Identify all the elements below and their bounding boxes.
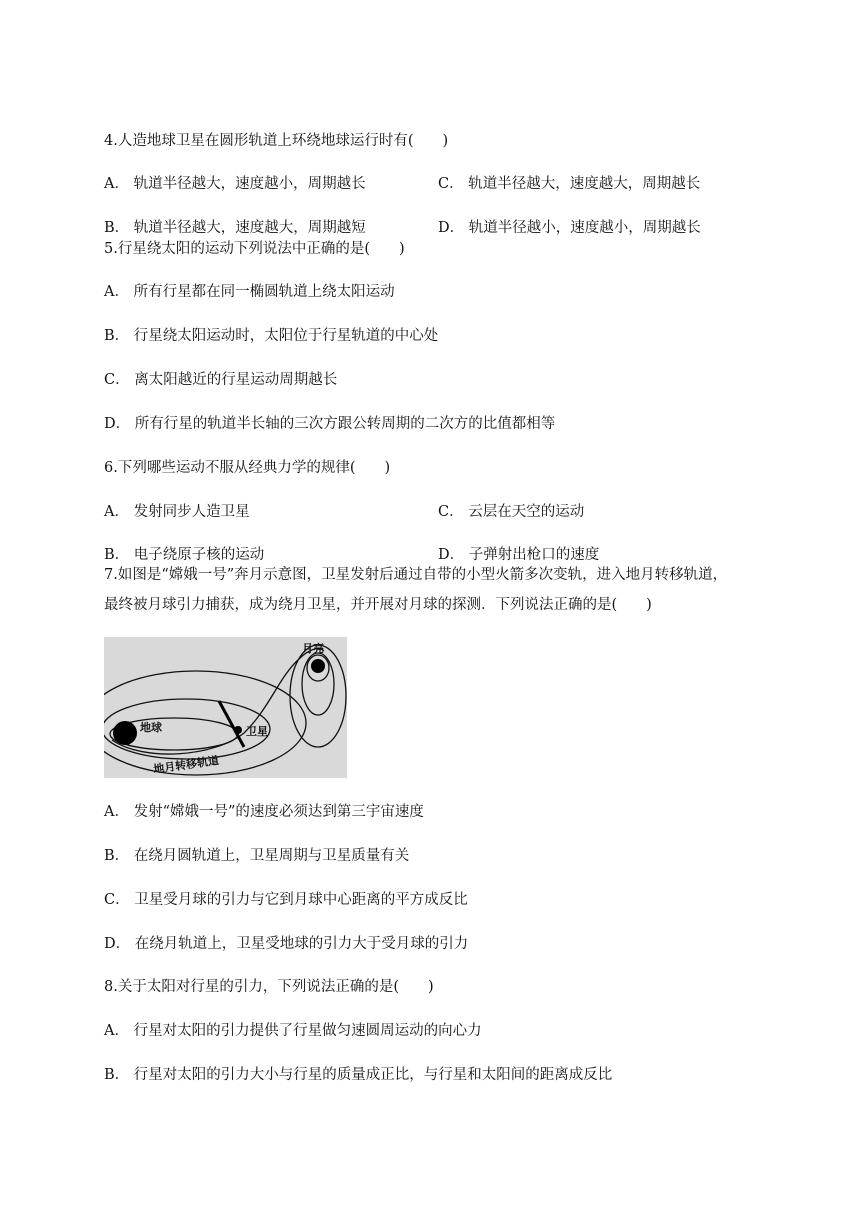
earth xyxy=(113,721,137,745)
question-4-stem: 4.人造地球卫星在圆形轨道上环绕地球运行时有( ) xyxy=(104,133,449,149)
satellite-label: 卫星 xyxy=(246,725,268,738)
question-5-option-a: A． 所有行星都在同一椭圆轨道上绕太阳运动 xyxy=(104,284,395,300)
question-7-option-d: D． 在绕月轨道上，卫星受地球的引力大于受月球的引力 xyxy=(104,936,469,952)
moon xyxy=(311,659,325,673)
question-5-option-c: C． 离太阳越近的行星运动周期越长 xyxy=(104,372,338,388)
question-4-option-a: A． 轨道半径越大，速度越小，周期越长 xyxy=(104,176,366,192)
question-7-option-c: C． 卫星受月球的引力与它到月球中心距离的平方成反比 xyxy=(104,892,468,908)
question-7-stem-line-2: 最终被月球引力捕获，成为绕月卫星，并开展对月球的探测．下列说法正确的是( ) xyxy=(104,597,652,613)
orbit-svg xyxy=(104,637,347,778)
moon-label: 月亮 xyxy=(302,642,324,655)
question-5-stem: 5.行星绕太阳的运动下列说法中正确的是( ) xyxy=(104,241,405,257)
question-8-option-a: A． 行星对太阳的引力提供了行星做匀速圆周运动的向心力 xyxy=(104,1023,482,1039)
question-7-stem-line-1: 7.如图是“嫦娥一号”奔月示意图，卫星发射后通过自带的小型火箭多次变轨，进入地月转移轨道， xyxy=(104,567,728,583)
question-6-stem: 6.下列哪些运动不服从经典力学的规律( ) xyxy=(104,460,391,476)
satellite xyxy=(234,726,242,734)
earth-moon-transfer-diagram xyxy=(104,637,347,778)
question-8-option-b: B． 行星对太阳的引力大小与行星的质量成正比，与行星和太阳间的距离成反比 xyxy=(104,1067,613,1083)
question-8-stem: 8.关于太阳对行星的引力，下列说法正确的是( ) xyxy=(104,979,434,995)
question-5-option-d: D． 所有行星的轨道半长轴的三次方跟公转周期的二次方的比值都相等 xyxy=(104,416,556,432)
question-6-option-d: D． 子弹射出枪口的速度 xyxy=(438,547,600,563)
question-6-option-c: C． 云层在天空的运动 xyxy=(438,504,585,520)
question-6-option-a: A． 发射同步人造卫星 xyxy=(104,504,250,520)
question-4-option-d: D． 轨道半径越小，速度越小，周期越长 xyxy=(438,220,701,236)
question-4-option-c: C． 轨道半径越大，速度越大，周期越长 xyxy=(438,176,701,192)
question-7-option-b: B． 在绕月圆轨道上，卫星周期与卫星质量有关 xyxy=(104,848,410,864)
question-4-option-b: B． 轨道半径越大，速度越大，周期越短 xyxy=(104,220,366,236)
question-5-option-b: B． 行星绕太阳运动时，太阳位于行星轨道的中心处 xyxy=(104,328,439,344)
question-7-option-a: A． 发射“嫦娥一号”的速度必须达到第三宇宙速度 xyxy=(104,804,424,820)
earth-label: 地球 xyxy=(140,721,162,734)
question-6-option-b: B． 电子绕原子核的运动 xyxy=(104,547,265,563)
transfer-orbit-label: 地月转移轨道 xyxy=(152,753,220,776)
